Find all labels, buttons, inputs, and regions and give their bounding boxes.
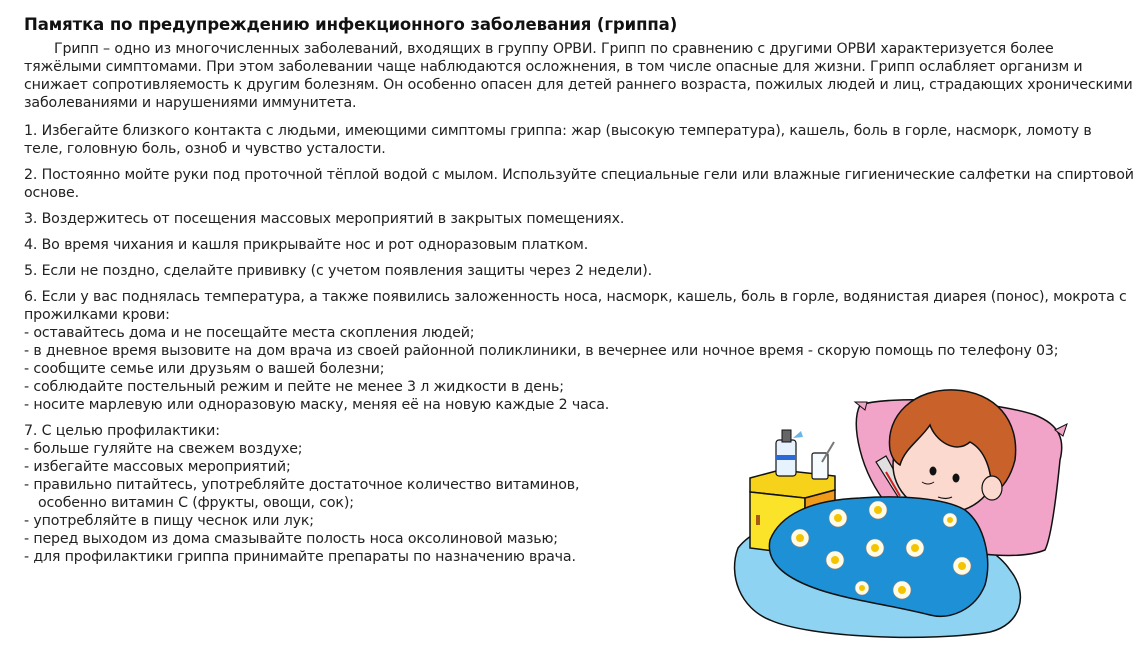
intro-paragraph: Грипп – одно из многочисленных заболеваний, входящих в группу ОРВИ. Грипп по сравнению с другими ОРВИ характеризуется более тяжёлыми симптомами. При этом заболевании чаще наблюдаются осложнения, в том числе опасные для жизни. Грипп ослабляет организм и снижает сопротивляемость к другим болезням. Он особенно опасен для детей раннего возраста, пожилых людей и лиц, страдающих хроническими заболеваниями и нарушениями иммунитета. xyxy=(24,41,1133,111)
sick-child-illustration xyxy=(730,370,1130,640)
list-item-7-head: 7. С целью профилактики: xyxy=(24,423,220,439)
list-item-6-head: 6. Если у вас поднялась температура, а также появились заложенность носа, насморк, кашель, боль в горле, водянистая диарея (понос), мокрота с прожилками крови: xyxy=(24,289,1127,323)
list-item-5: 5. Если не поздно, сделайте прививку (с учетом появления защиты через 2 недели). xyxy=(24,263,652,279)
sub-item: - для профилактики гриппа принимайте препараты по назначению врача. xyxy=(24,549,576,565)
sub-item: - носите марлевую или одноразовую маску, меняя её на новую каждые 2 часа. xyxy=(24,397,610,413)
list-item-3: 3. Воздержитесь от посещения массовых мероприятий в закрытых помещениях. xyxy=(24,211,625,227)
sub-item: - сообщите семье или друзьям о вашей болезни; xyxy=(24,361,385,377)
list-item-2: 2. Постоянно мойте руки под проточной тёплой водой с мылом. Используйте специальные гели или влажные гигиенические салфетки на спиртовой основе. xyxy=(24,167,1134,201)
page-title: Памятка по предупреждению инфекционного заболевания (гриппа) xyxy=(24,15,678,34)
sub-item: - избегайте массовых мероприятий; xyxy=(24,459,291,475)
sub-item: - правильно питайтесь, употребляйте достаточное количество витаминов, xyxy=(24,477,580,493)
sub-item: - соблюдайте постельный режим и пейте не менее 3 л жидкости в день; xyxy=(24,379,564,395)
sub-item: - перед выходом из дома смазывайте полость носа оксолиновой мазью; xyxy=(24,531,558,547)
sub-item: - в дневное время вызовите на дом врача из своей районной поликлиники, в вечернее или ночное время - скорую помощь по телефону 03; xyxy=(24,343,1059,359)
sub-item: - больше гуляйте на свежем воздухе; xyxy=(24,441,303,457)
list-item-1: 1. Избегайте близкого контакта с людьми, имеющими симптомы гриппа: жар (высокую температура), кашель, боль в горле, насморк, ломоту в теле, головную боль, озноб и чувство усталости. xyxy=(24,123,1092,157)
sub-item-continuation: особенно витамин С (фрукты, овощи, сок); xyxy=(38,495,354,511)
sub-item: - употребляйте в пищу чеснок или лук; xyxy=(24,513,314,529)
list-item-4: 4. Во время чихания и кашля прикрывайте нос и рот одноразовым платком. xyxy=(24,237,589,253)
sick-child-icon xyxy=(730,370,1130,640)
sub-item: - оставайтесь дома и не посещайте места скопления людей; xyxy=(24,325,475,341)
